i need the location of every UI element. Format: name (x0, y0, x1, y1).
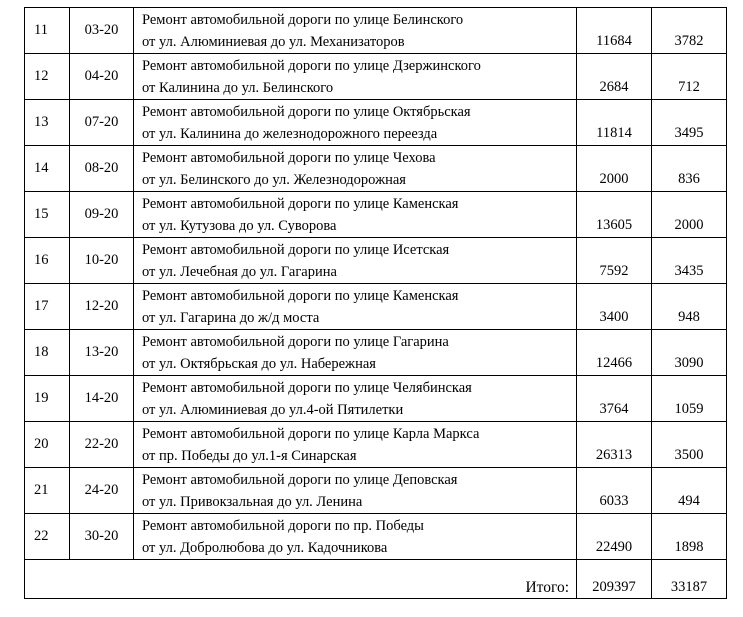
row-value-2: 836 (652, 146, 727, 192)
row-number: 22 (25, 514, 70, 560)
row-number: 15 (25, 192, 70, 238)
row-code: 12-20 (70, 284, 134, 330)
table-row (25, 284, 727, 330)
row-description (134, 54, 577, 100)
table-row (25, 330, 727, 376)
row-description (134, 284, 577, 330)
description-line-2: от ул. Лечебная до ул. Гагарина (142, 263, 337, 280)
description-line-2: от пр. Победы до ул.1-я Синарская (142, 447, 357, 464)
description-line-1: Ремонт автомобильной дороги по улице Исетская (142, 241, 450, 258)
description-line-2: от ул. Калинина до железнодорожного переезда (142, 125, 438, 142)
description-line-1: Ремонт автомобильной дороги по улице Октябрьская (142, 103, 471, 120)
description-line-2: от ул. Гагарина до ж/д моста (142, 309, 320, 326)
row-description (134, 468, 577, 514)
table-row (25, 514, 727, 560)
row-number: 11 (25, 8, 70, 54)
table-row (25, 376, 727, 422)
description-line-1: Ремонт автомобильной дороги по улице Деповская (142, 471, 458, 488)
row-description (134, 238, 577, 284)
row-value-2: 1898 (652, 514, 727, 560)
row-number: 14 (25, 146, 70, 192)
row-description (134, 8, 577, 54)
total-value-2: 33187 (652, 560, 727, 599)
row-description (134, 192, 577, 238)
row-description (134, 100, 577, 146)
description-line-2: от Калинина до ул. Белинского (142, 79, 334, 96)
row-value-1: 7592 (577, 238, 652, 284)
row-value-2: 3495 (652, 100, 727, 146)
row-number: 16 (25, 238, 70, 284)
table-row (25, 238, 727, 284)
row-value-1: 2000 (577, 146, 652, 192)
description-line-1: Ремонт автомобильной дороги по улице Каменская (142, 287, 459, 304)
row-number: 19 (25, 376, 70, 422)
row-code: 09-20 (70, 192, 134, 238)
table-row (25, 468, 727, 514)
description-line-1: Ремонт автомобильной дороги по улице Карла Маркса (142, 425, 480, 442)
row-value-2: 3500 (652, 422, 727, 468)
row-value-1: 12466 (577, 330, 652, 376)
row-description (134, 376, 577, 422)
row-code: 07-20 (70, 100, 134, 146)
description-line-1: Ремонт автомобильной дороги по пр. Победы (142, 517, 424, 534)
row-value-1: 3400 (577, 284, 652, 330)
row-number: 18 (25, 330, 70, 376)
row-value-2: 948 (652, 284, 727, 330)
row-value-2: 3782 (652, 8, 727, 54)
row-value-2: 712 (652, 54, 727, 100)
description-line-2: от ул. Добролюбова до ул. Кадочникова (142, 539, 388, 556)
row-number: 17 (25, 284, 70, 330)
total-row (25, 560, 727, 599)
row-number: 12 (25, 54, 70, 100)
row-number: 13 (25, 100, 70, 146)
row-value-1: 11814 (577, 100, 652, 146)
table-row (25, 146, 727, 192)
row-value-2: 3435 (652, 238, 727, 284)
description-line-1: Ремонт автомобильной дороги по улице Белинского (142, 11, 464, 28)
row-code: 14-20 (70, 376, 134, 422)
description-line-1: Ремонт автомобильной дороги по улице Дзержинского (142, 57, 481, 74)
row-value-1: 6033 (577, 468, 652, 514)
row-value-1: 26313 (577, 422, 652, 468)
row-value-2: 3090 (652, 330, 727, 376)
description-line-2: от ул. Алюминиевая до ул.4-ой Пятилетки (142, 401, 404, 418)
description-line-1: Ремонт автомобильной дороги по улице Чехова (142, 149, 436, 166)
table-row (25, 422, 727, 468)
row-code: 03-20 (70, 8, 134, 54)
description-line-1: Ремонт автомобильной дороги по улице Челябинская (142, 379, 472, 396)
row-description (134, 422, 577, 468)
row-code: 04-20 (70, 54, 134, 100)
description-line-1: Ремонт автомобильной дороги по улице Гагарина (142, 333, 449, 350)
row-description (134, 146, 577, 192)
row-value-1: 22490 (577, 514, 652, 560)
row-value-2: 1059 (652, 376, 727, 422)
description-line-2: от ул. Кутузова до ул. Суворова (142, 217, 337, 234)
description-line-2: от ул. Привокзальная до ул. Ленина (142, 493, 363, 510)
row-code: 08-20 (70, 146, 134, 192)
road-repair-table (24, 7, 727, 599)
row-code: 13-20 (70, 330, 134, 376)
description-line-2: от ул. Алюминиевая до ул. Механизаторов (142, 33, 405, 50)
row-value-1: 11684 (577, 8, 652, 54)
table-row (25, 54, 727, 100)
row-number: 21 (25, 468, 70, 514)
row-value-1: 13605 (577, 192, 652, 238)
row-code: 30-20 (70, 514, 134, 560)
row-description (134, 330, 577, 376)
row-value-1: 2684 (577, 54, 652, 100)
description-line-2: от ул. Белинского до ул. Железнодорожная (142, 171, 406, 188)
row-code: 22-20 (70, 422, 134, 468)
total-label: Итого: (25, 560, 577, 599)
table-row (25, 192, 727, 238)
description-line-2: от ул. Октябрьская до ул. Набережная (142, 355, 376, 372)
row-description (134, 514, 577, 560)
description-line-1: Ремонт автомобильной дороги по улице Каменская (142, 195, 459, 212)
row-value-2: 494 (652, 468, 727, 514)
row-code: 24-20 (70, 468, 134, 514)
table-row (25, 8, 727, 54)
total-value-1: 209397 (577, 560, 652, 599)
table-body (25, 8, 727, 560)
table-row (25, 100, 727, 146)
row-value-1: 3764 (577, 376, 652, 422)
row-code: 10-20 (70, 238, 134, 284)
row-value-2: 2000 (652, 192, 727, 238)
row-number: 20 (25, 422, 70, 468)
